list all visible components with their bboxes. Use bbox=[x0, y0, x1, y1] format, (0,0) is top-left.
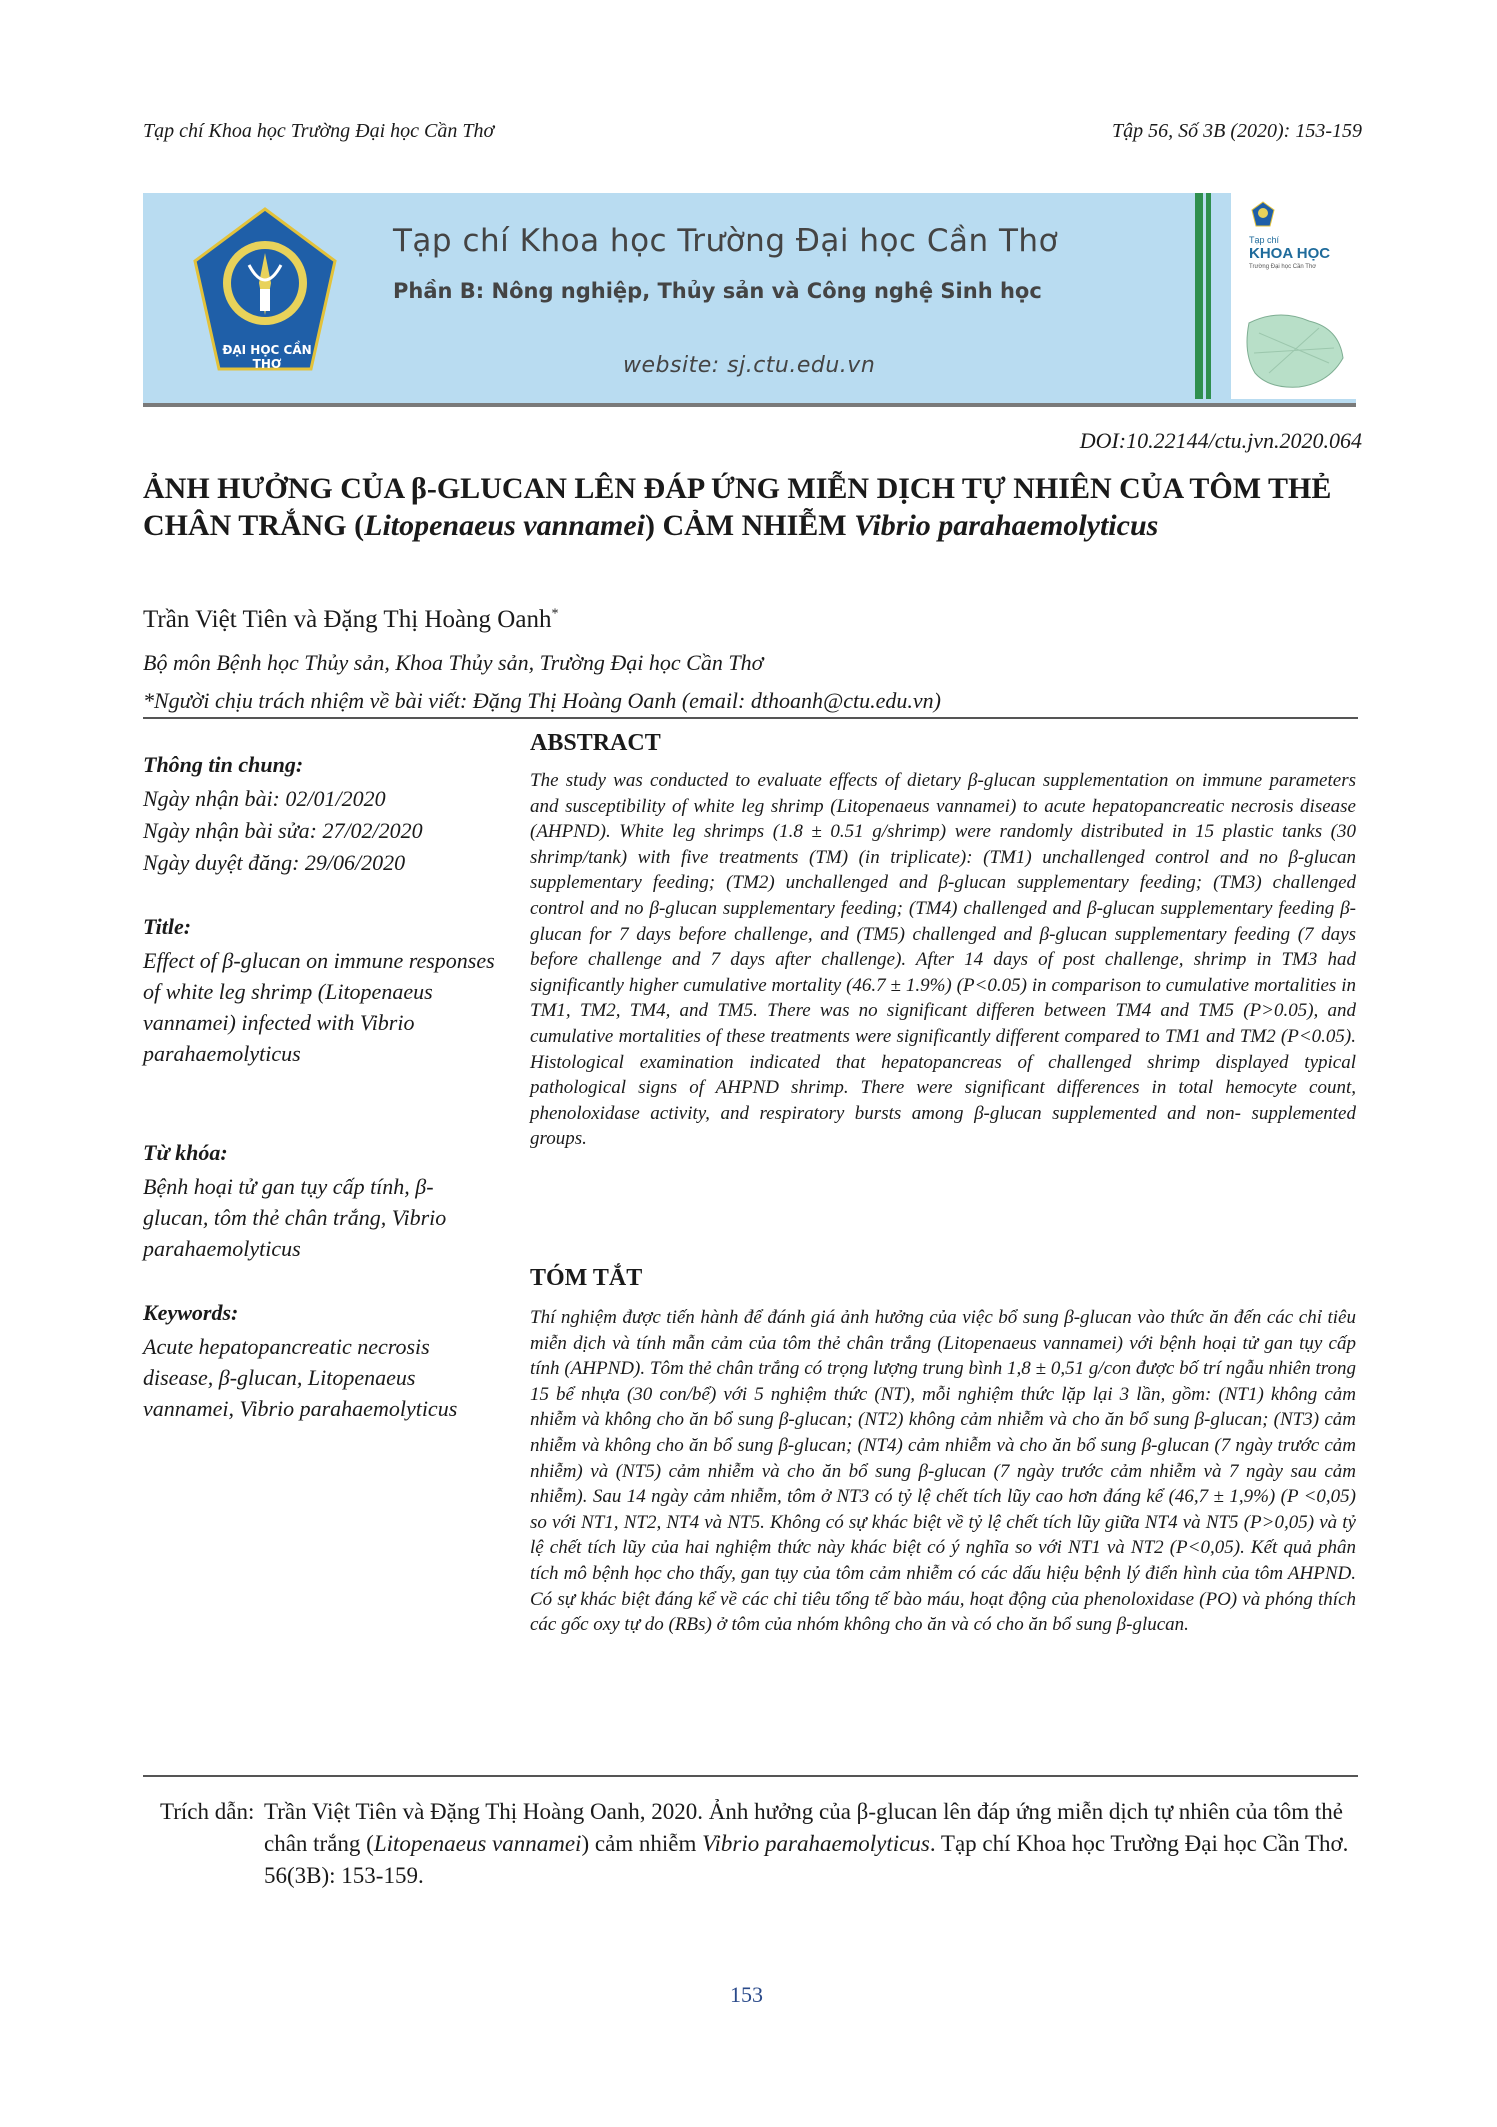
revised-date: Ngày nhận bài sửa: 27/02/2020 bbox=[143, 818, 423, 843]
banner-stripe bbox=[1206, 193, 1211, 399]
citation-body bbox=[264, 1796, 1354, 1892]
journal-cover-thumbnail bbox=[1231, 193, 1356, 399]
title-en-heading: Title: bbox=[143, 914, 192, 939]
cover-small-title: Tạp chí bbox=[1249, 235, 1280, 245]
accepted-date: Ngày duyệt đăng: 29/06/2020 bbox=[143, 850, 406, 875]
doi: DOI:10.22144/ctu.jvn.2020.064 bbox=[1079, 428, 1362, 453]
running-header-journal: Tạp chí Khoa học Trường Đại học Cần Thơ bbox=[143, 120, 495, 142]
divider bbox=[143, 1775, 1358, 1777]
title-text: ẢNH HƯỞNG CỦA β-GLUCAN LÊN ĐÁP ỨNG MIỄN DỊCH TỰ NHIÊN CỦA TÔM THẺ CHÂN TRẮNG ( bbox=[143, 472, 1332, 542]
citation-text: ) cảm nhiễm bbox=[581, 1831, 703, 1856]
citation-text: . Tạp chí Khoa học Trường Đại học Cần Thơ. 56(3B): 153-159. bbox=[264, 1831, 1349, 1888]
banner-subtitle: Phần B: Nông nghiệp, Thủy sản và Công nghệ Sinh học bbox=[393, 279, 1042, 303]
citation-label: Trích dẫn: bbox=[160, 1799, 255, 1824]
keywords-vi-text: Bệnh hoại tử gan tụy cấp tính, β-glucan, tôm thẻ chân trắng, Vibrio parahaemolyticus bbox=[143, 1174, 447, 1261]
citation-pathogen: Vibrio parahaemolyticus bbox=[702, 1831, 930, 1856]
citation-species: Litopenaeus vannamei bbox=[373, 1831, 582, 1856]
keywords-en-text: Acute hepatopancreatic necrosis disease, β-glucan, Litopenaeus vannamei, Vibrio parahaemolyticus bbox=[143, 1334, 458, 1421]
map-icon bbox=[1239, 303, 1349, 393]
summary-text: Thí nghiệm được tiến hành để đánh giá ảnh hưởng của việc bổ sung β-glucan vào thức ăn đến các chỉ tiêu miễn dịch và tính mẫn cảm của tôm thẻ chân trắng (Litopenaeus vannamei) với bệnh hoại tử gan tụy cấp tính (AHPND). Tôm thẻ chân trắng có trọng lượng trung bình 1,8 ± 0,51 g/con được bố trí ngẫu nhiên trong 15 bể nhựa (30 con/bể) với 5 nghiệm thức (NT), mỗi nghiệm thức lặp lại 3 lần, gồm: (NT1) không cảm nhiễm và không cho ăn bổ sung β-glucan; (NT2) không cảm nhiễm và cho ăn bổ sung β-glucan; (NT3) cảm nhiễm và không cho ăn bổ sung β-glucan; (NT4) cảm nhiễm và cho ăn bổ sung β-glucan (7 ngày trước cảm nhiễm) và (NT5) cảm nhiễm và cho ăn bổ sung β-glucan (7 ngày trước cảm nhiễm và 7 ngày sau cảm nhiễm). Sau 14 ngày cảm nhiễm, tôm ở NT3 có tỷ lệ chết tích lũy cao hơn đáng kể (46,7 ± 1,9%) (P <0,05) so với NT1, NT2, NT4 và NT5. Không có sự khác biệt về tỷ lệ chết tích lũy giữa NT4 và NT5 (P>0,05) và tỷ lệ chết tích lũy của hai nghiệm thức này khác biệt có ý nghĩa so với NT1 và NT2 (P<0,05). Kết quả phân tích mô bệnh học cho thấy, gan tụy của tôm cảm nhiễm có các dấu hiệu bệnh lý điển hình của tôm AHPND. Có sự khác biệt đáng kể về các chỉ tiêu tổng tế bào máu, hoạt động của phenoloxidase (PO) và phóng thích các gốc oxy tự do (RBs) ở tôm của nhóm không cho ăn và có cho ăn bổ sung β-glucan. bbox=[530, 1307, 1356, 1636]
title-pathogen: Vibrio parahaemolyticus bbox=[854, 509, 1159, 542]
abstract-text: The study was conducted to evaluate effects of dietary β-glucan supplementation on immune parameters and susceptibility of white leg shrimp (Litopenaeus vannamei) to acute hepatopancreatic necrosis disease (AHPND). White leg shrimps (1.8 ± 0.51 g/shrimp) were randomly distributed in 15 plastic tanks (30 shrimp/tank) with five treatments (TM) (in triplicate): (TM1) unchallenged control and no β-glucan supplementary feeding; (TM2) unchallenged and β-glucan supplementary feeding; (TM3) challenged control and no β-glucan supplementary feeding; (TM4) challenged and β-glucan supplementary feeding β-glucan for 7 days before challenge, and (TM5) challenged and β-glucan supplementary feeding (7 days before challenge and 7 days after challenge). After 14 days of post challenge, shrimp in TM3 had significantly higher cumulative mortality (46.7 ± 1.9%) (P<0.05) in comparison to cumulative mortalities in TM1, TM2, TM4, and TM5. There was no significant differen between TM4 and TM5 (P>0.05), and cumulative mortalities of these treatments were significantly different compared to TM1 and TM2 (P<0.05). Histological examination indicated that hepatopancreas of challenged shrimp displayed typical pathological signs of AHPND shrimp. There were significant differences in total hemocyte count, phenoloxidase activity, and respiratory bursts among β-glucan supplemented and non- supplemented groups. bbox=[530, 770, 1356, 1150]
correspondence: *Người chịu trách nhiệm về bài viết: Đặng Thị Hoàng Oanh (email: dthoanh@ctu.edu.vn) bbox=[143, 688, 941, 713]
affiliation: Bộ môn Bệnh học Thủy sản, Khoa Thủy sản, Trường Đại học Cần Thơ bbox=[143, 650, 764, 675]
cover-big-title: KHOA HỌC bbox=[1249, 245, 1331, 262]
article-title bbox=[143, 470, 1358, 544]
cover-caption: Trường Đại học Cần Thơ bbox=[1249, 264, 1317, 270]
journal-banner bbox=[143, 193, 1356, 407]
citation-text: Trần Việt Tiên và Đặng Thị Hoàng Oanh, 2020. Ảnh hưởng của β-glucan lên đáp ứng miễn dịch tự nhiên của tôm thẻ chân trắng ( bbox=[264, 1799, 1343, 1856]
keywords-en-heading: Keywords: bbox=[143, 1300, 239, 1325]
author-names: Trần Việt Tiên và Đặng Thị Hoàng Oanh bbox=[143, 606, 552, 633]
banner-title: Tạp chí Khoa học Trường Đại học Cần Thơ bbox=[393, 223, 1059, 259]
keywords-vi-heading: Từ khóa: bbox=[143, 1140, 228, 1165]
cover-logo-icon bbox=[1251, 201, 1275, 227]
banner-website: website: sj.ctu.edu.vn bbox=[623, 353, 876, 378]
page-number: 153 bbox=[730, 1982, 763, 2007]
abstract-heading: ABSTRACT bbox=[530, 730, 661, 756]
corresponding-mark: * bbox=[551, 606, 559, 622]
title-text: ) CẢM NHIỄM bbox=[644, 509, 855, 542]
summary-heading: TÓM TẮT bbox=[530, 1265, 643, 1291]
citation bbox=[160, 1796, 1360, 1892]
title-species: Litopenaeus vannamei bbox=[364, 509, 645, 542]
running-header-volume: Tập 56, Số 3B (2020): 153-159 bbox=[1112, 120, 1362, 142]
received-date: Ngày nhận bài: 02/01/2020 bbox=[143, 786, 386, 811]
info-heading: Thông tin chung: bbox=[143, 752, 304, 777]
banner-stripe bbox=[1195, 193, 1203, 399]
divider bbox=[143, 717, 1358, 719]
title-en-text: Effect of β-glucan on immune responses of white leg shrimp (Litopenaeus vannamei) infected with Vibrio parahaemolyticus bbox=[143, 948, 495, 1066]
logo-caption: ĐẠI HỌC CẦN THƠ bbox=[222, 343, 312, 371]
authors bbox=[143, 606, 558, 634]
